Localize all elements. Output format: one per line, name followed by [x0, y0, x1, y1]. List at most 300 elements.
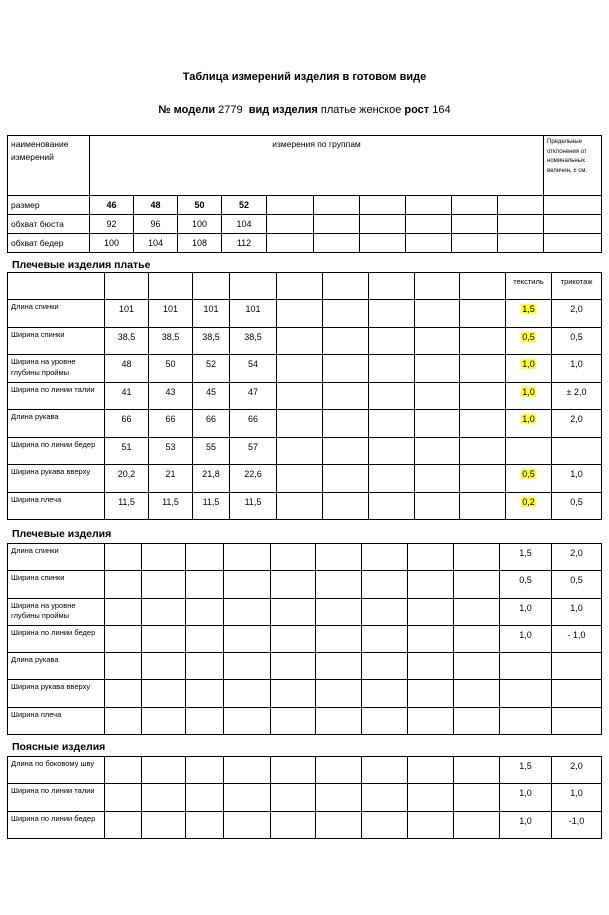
size-table [7, 135, 602, 253]
empty-cell [323, 300, 369, 328]
empty-cell [316, 653, 362, 680]
measurement-row [8, 811, 602, 838]
empty-cell [316, 680, 362, 707]
empty-cell [271, 784, 316, 811]
empty-cell [224, 571, 271, 598]
measurement-value: 38,5 [193, 327, 230, 355]
empty-cell [316, 707, 362, 734]
tolerance-cell [506, 437, 552, 465]
empty-cell [362, 784, 408, 811]
empty-cell [415, 465, 460, 493]
tolerance-cell [552, 382, 602, 410]
measurement-row [8, 355, 602, 383]
empty-cell [415, 492, 460, 520]
empty-cell [408, 544, 454, 571]
empty-cell [142, 544, 186, 571]
empty-cell [362, 811, 408, 838]
tolerance-cell [552, 811, 602, 838]
measurement-row [8, 784, 602, 811]
empty-cell [105, 811, 142, 838]
size-row [8, 234, 602, 253]
empty-cell [460, 492, 506, 520]
model-line [0, 104, 609, 116]
measurement-row [8, 382, 602, 410]
tolerance-cell [552, 300, 602, 328]
tolerance-value: 1,5 [519, 548, 532, 558]
empty-cell [369, 327, 415, 355]
empty-cell [544, 215, 602, 234]
tolerance-value: 2,0 [570, 761, 583, 771]
tolerance-value: 1,5 [519, 761, 532, 771]
measurement-value: 48 [105, 355, 149, 383]
empty-cell [224, 653, 271, 680]
empty-cell [369, 492, 415, 520]
empty-cell [362, 707, 408, 734]
empty-cell [408, 757, 454, 784]
empty-cell [142, 784, 186, 811]
tolerance-value: 1,0 [570, 359, 583, 369]
size-row-label: обхват бюста [8, 215, 90, 234]
tolerance-value: 1,0 [570, 469, 583, 479]
empty-cell [316, 598, 362, 625]
measurement-value: 22,6 [230, 465, 277, 493]
empty-cell [454, 680, 500, 707]
measurement-value: 45 [193, 382, 230, 410]
size-value: 52 [222, 196, 267, 215]
empty-cell [454, 707, 500, 734]
tolerance-value: 1,0 [519, 629, 532, 640]
measurement-label: Ширина по линии бедер [8, 625, 105, 652]
tolerance-cell [552, 492, 602, 520]
tolerance-cell [506, 355, 552, 383]
empty-cell [314, 215, 360, 234]
empty-cell [186, 571, 224, 598]
empty-cell [186, 653, 224, 680]
document-title: Таблица измерений изделия в готовом виде [182, 71, 427, 83]
tolerance-column-header: Предельные отклонения от номинальных величин, ± см. [544, 136, 602, 196]
empty-cell [362, 653, 408, 680]
tolerance-value: 0,5 [570, 575, 583, 586]
size-value: 96 [134, 215, 178, 234]
empty-cell [498, 196, 544, 215]
empty-cell [267, 215, 314, 234]
empty-cell [316, 625, 362, 652]
empty-cell [224, 544, 271, 571]
empty-cell [408, 653, 454, 680]
tolerance-cell [506, 410, 552, 438]
empty-cell [362, 757, 408, 784]
measurement-value: 11,5 [230, 492, 277, 520]
measurement-row [8, 544, 602, 571]
tolerance-cell [552, 784, 602, 811]
empty-cell [271, 811, 316, 838]
empty-cell [186, 784, 224, 811]
empty-cell [452, 196, 498, 215]
highlighted-value: 1,0 [522, 414, 535, 424]
empty-cell [460, 300, 506, 328]
highlighted-value: 1,5 [522, 304, 535, 314]
tolerance-cell [552, 757, 602, 784]
empty-cell [224, 811, 271, 838]
section2-table [7, 543, 602, 735]
empty-cell [224, 757, 271, 784]
tolerance-value: -1,0 [568, 815, 585, 826]
empty-cell [186, 680, 224, 707]
empty-cell [316, 544, 362, 571]
measurement-row [8, 300, 602, 328]
measurement-value: 20,2 [105, 465, 149, 493]
tolerance-value: 2,0 [570, 304, 583, 314]
empty-cell [186, 598, 224, 625]
empty-cell [408, 707, 454, 734]
highlighted-value: 0,2 [522, 496, 535, 507]
empty-cell [408, 680, 454, 707]
measurement-label: Ширина по линии талии [8, 382, 105, 410]
empty-cell [277, 355, 323, 383]
model-label: № модели [158, 104, 216, 116]
measurement-row [8, 707, 602, 734]
empty-cell [323, 465, 369, 493]
tolerance-cell [500, 757, 552, 784]
tolerance-value: ± 2,0 [566, 386, 587, 397]
size-value: 100 [90, 234, 134, 253]
measurement-row [8, 327, 602, 355]
empty-cell [415, 300, 460, 328]
empty-cell [544, 234, 602, 253]
height-value: 164 [432, 104, 451, 116]
empty-cell [186, 757, 224, 784]
empty-cell [544, 196, 602, 215]
tolerance-cell [500, 571, 552, 598]
measurement-label: Ширина спинки [8, 571, 105, 598]
empty-cell [406, 196, 452, 215]
empty-cell [408, 571, 454, 598]
tolerance-cell [552, 437, 602, 465]
empty-cell [105, 707, 142, 734]
empty-cell [224, 625, 271, 652]
highlighted-value: 1,0 [522, 386, 535, 397]
empty-cell [277, 300, 323, 328]
empty-cell [362, 680, 408, 707]
section1-title: Плечевые изделия платье [12, 259, 151, 271]
empty-cell [369, 465, 415, 493]
empty-cell [105, 598, 142, 625]
empty-cell [186, 544, 224, 571]
size-value: 50 [178, 196, 222, 215]
tolerance-cell [552, 355, 602, 383]
empty-cell [142, 571, 186, 598]
empty-cell [277, 437, 323, 465]
measurement-label: Ширина рукава вверху [8, 680, 105, 707]
empty-cell [460, 327, 506, 355]
measurement-value: 101 [193, 300, 230, 328]
empty-cell [105, 625, 142, 652]
empty-cell [454, 571, 500, 598]
empty-cell [406, 215, 452, 234]
empty-cell [142, 625, 186, 652]
tolerance-cell [500, 680, 552, 707]
empty-cell [454, 625, 500, 652]
empty-cell [362, 571, 408, 598]
empty-cell [452, 215, 498, 234]
groups-column-header: измерения по группам [90, 136, 544, 196]
empty-cell [323, 382, 369, 410]
empty-cell [408, 598, 454, 625]
size-row [8, 196, 602, 215]
empty-cell [142, 653, 186, 680]
highlighted-value: 1,0 [522, 359, 535, 369]
measurement-value: 11,5 [105, 492, 149, 520]
empty-cell [323, 355, 369, 383]
highlighted-value: 0,5 [522, 469, 535, 479]
tolerance-value: - 1,0 [567, 629, 586, 640]
measurement-value: 21 [149, 465, 193, 493]
empty-cell [271, 653, 316, 680]
tolerance-value: 1,0 [570, 602, 583, 613]
empty-cell [271, 544, 316, 571]
type-value: платье женское [320, 104, 402, 116]
empty-cell [452, 234, 498, 253]
measurement-row [8, 757, 602, 784]
type-label: вид изделия [248, 104, 318, 116]
tolerance-value: 2,0 [570, 414, 583, 424]
measurement-value: 11,5 [149, 492, 193, 520]
size-value: 108 [178, 234, 222, 253]
measurement-row [8, 437, 602, 465]
empty-cell [369, 300, 415, 328]
empty-cell [360, 215, 406, 234]
measurement-label: Ширина плеча [8, 707, 105, 734]
empty-cell [105, 653, 142, 680]
tolerance-cell [506, 300, 552, 328]
measurement-value: 101 [230, 300, 277, 328]
empty-cell [369, 410, 415, 438]
size-value: 112 [222, 234, 267, 253]
empty-cell [277, 382, 323, 410]
measurement-value: 51 [105, 437, 149, 465]
empty-cell [142, 680, 186, 707]
empty-cell [316, 811, 362, 838]
name-column-header: наименование измерений [8, 136, 90, 196]
empty-cell [267, 234, 314, 253]
measurement-value: 66 [105, 410, 149, 438]
empty-cell [323, 410, 369, 438]
tolerance-cell [552, 707, 602, 734]
tolerance-cell [500, 811, 552, 838]
measurement-label: Ширина на уровне глубины проймы [8, 598, 105, 625]
tolerance-cell [552, 680, 602, 707]
section3-title: Поясные изделия [12, 741, 106, 753]
size-row [8, 215, 602, 234]
empty-cell [105, 680, 142, 707]
tolerance-value: 2,0 [570, 548, 583, 558]
measurement-value: 38,5 [105, 327, 149, 355]
empty-cell [105, 544, 142, 571]
tolerance-value: 1,0 [519, 602, 532, 613]
tolerance-cell [552, 327, 602, 355]
tolerance-cell [506, 465, 552, 493]
empty-cell [406, 234, 452, 253]
tolerance-cell [506, 492, 552, 520]
measurement-value: 52 [193, 355, 230, 383]
empty-cell [105, 784, 142, 811]
measurement-row [8, 598, 602, 625]
measurement-value: 66 [149, 410, 193, 438]
empty-cell [316, 757, 362, 784]
section1-table [7, 272, 602, 520]
measurement-value: 38,5 [230, 327, 277, 355]
empty-cell [408, 784, 454, 811]
empty-cell [454, 653, 500, 680]
empty-cell [186, 707, 224, 734]
tolerance-cell [500, 784, 552, 811]
tolerance-cell [552, 544, 602, 571]
tolerance-value: 0,5 [570, 331, 583, 342]
tolerance-cell [500, 707, 552, 734]
highlighted-value: 0,5 [522, 331, 535, 342]
tolerance-cell [500, 653, 552, 680]
measurement-label: Длина рукава [8, 410, 105, 438]
measurement-value: 38,5 [149, 327, 193, 355]
empty-cell [277, 327, 323, 355]
empty-cell [362, 625, 408, 652]
empty-cell [460, 410, 506, 438]
section3-table [7, 756, 602, 839]
empty-cell [408, 625, 454, 652]
empty-cell [271, 598, 316, 625]
measurement-label: Ширина по линии бедер [8, 811, 105, 838]
empty-cell [105, 757, 142, 784]
measurement-value: 41 [105, 382, 149, 410]
empty-cell [408, 811, 454, 838]
empty-cell [454, 784, 500, 811]
measurement-label: Длина спинки [8, 300, 105, 328]
measurement-value: 47 [230, 382, 277, 410]
tolerance-cell [506, 327, 552, 355]
empty-cell [415, 410, 460, 438]
empty-cell [369, 437, 415, 465]
height-label: рост [404, 104, 430, 116]
empty-cell [360, 196, 406, 215]
empty-cell [142, 598, 186, 625]
measurement-value: 101 [149, 300, 193, 328]
tolerance-value: 0,5 [519, 575, 532, 586]
measurement-value: 50 [149, 355, 193, 383]
empty-cell [186, 811, 224, 838]
empty-cell [323, 437, 369, 465]
empty-cell [323, 492, 369, 520]
empty-cell [142, 811, 186, 838]
empty-cell [362, 598, 408, 625]
measurement-row [8, 492, 602, 520]
empty-cell [271, 625, 316, 652]
empty-cell [316, 571, 362, 598]
measurement-value: 66 [193, 410, 230, 438]
size-value: 104 [222, 215, 267, 234]
textile-column-header: текстиль [506, 273, 552, 300]
empty-cell [415, 355, 460, 383]
model-value: 2779 [218, 104, 243, 116]
measurement-value: 43 [149, 382, 193, 410]
empty-cell [105, 571, 142, 598]
empty-cell [267, 196, 314, 215]
measurement-value: 21,8 [193, 465, 230, 493]
measurement-label: Длина по боковому шву [8, 757, 105, 784]
size-row-label: обхват бедер [8, 234, 90, 253]
measurement-value: 66 [230, 410, 277, 438]
empty-cell [460, 437, 506, 465]
tolerance-cell [500, 598, 552, 625]
empty-cell [314, 234, 360, 253]
empty-cell [460, 382, 506, 410]
empty-cell [277, 492, 323, 520]
empty-cell [360, 234, 406, 253]
measurement-label: Длина рукава [8, 653, 105, 680]
measurement-row [8, 465, 602, 493]
size-value: 104 [134, 234, 178, 253]
measurement-value: 54 [230, 355, 277, 383]
measurement-row [8, 680, 602, 707]
tolerance-value: 0,5 [570, 496, 583, 507]
tolerance-cell [552, 598, 602, 625]
empty-cell [224, 598, 271, 625]
empty-cell [277, 465, 323, 493]
measurement-label: Ширина по линии талии [8, 784, 105, 811]
measurement-value: 55 [193, 437, 230, 465]
tolerance-value: 1,0 [519, 788, 532, 799]
empty-cell [415, 382, 460, 410]
empty-cell [454, 544, 500, 571]
empty-cell [498, 234, 544, 253]
empty-cell [316, 784, 362, 811]
measurement-label: Ширина плеча [8, 492, 105, 520]
size-value: 48 [134, 196, 178, 215]
measurement-label: Ширина на уровне глубины проймы [8, 355, 105, 383]
section2-title: Плечевые изделия [12, 528, 112, 540]
empty-cell [271, 680, 316, 707]
empty-cell [224, 784, 271, 811]
empty-cell [454, 811, 500, 838]
knit-column-header: трикотаж [552, 273, 602, 300]
tolerance-cell [552, 571, 602, 598]
size-value: 100 [178, 215, 222, 234]
empty-cell [277, 410, 323, 438]
tolerance-cell [500, 625, 552, 652]
empty-cell [323, 327, 369, 355]
tolerance-value: 1,0 [519, 815, 532, 826]
empty-cell [271, 707, 316, 734]
empty-cell [460, 465, 506, 493]
tolerance-cell [506, 382, 552, 410]
empty-cell [415, 437, 460, 465]
measurement-row [8, 653, 602, 680]
measurement-label: Ширина спинки [8, 327, 105, 355]
measurement-value: 57 [230, 437, 277, 465]
empty-cell [142, 707, 186, 734]
empty-cell [498, 215, 544, 234]
empty-cell [271, 571, 316, 598]
empty-cell [271, 757, 316, 784]
empty-cell [224, 680, 271, 707]
measurement-value: 53 [149, 437, 193, 465]
tolerance-cell [552, 465, 602, 493]
measurement-label: Длина спинки [8, 544, 105, 571]
empty-cell [142, 757, 186, 784]
empty-cell [369, 382, 415, 410]
empty-cell [362, 544, 408, 571]
tolerance-value: 1,0 [570, 788, 583, 799]
size-value: 46 [90, 196, 134, 215]
